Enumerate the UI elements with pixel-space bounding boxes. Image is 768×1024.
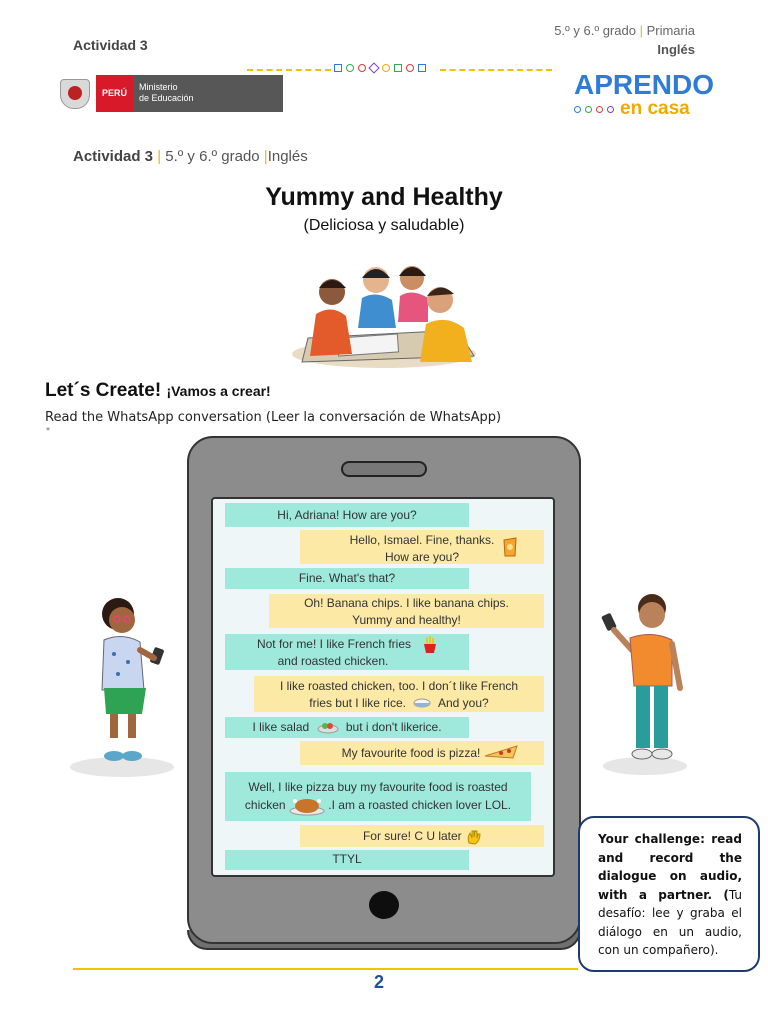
challenge-text-en: Your challenge: read and record the dialogue on audio, with a partner. ( (598, 832, 742, 902)
chicken-icon (289, 796, 325, 816)
subtitle-grade: 5.º y 6.º grado (165, 148, 260, 165)
girl-with-phone-illustration (70, 592, 180, 782)
chat-message: My favourite food is pizza! (300, 741, 544, 765)
chat-message: Hello, Ismael. Fine, thanks. How are you? (300, 530, 544, 564)
salad-icon (317, 722, 339, 734)
header-level: Primaria (646, 23, 695, 38)
header-shapes (334, 64, 426, 72)
chat-message: Fine. What's that? (225, 568, 469, 589)
ministry-label (133, 75, 283, 112)
brand-sub: en casa (620, 98, 690, 119)
page-title: Yummy and Healthy (265, 183, 503, 211)
ministry-logo (60, 75, 283, 112)
chat-message: I like roasted chicken, too. I don´t like French fries but I like rice. And you? (254, 676, 544, 712)
page-number: 2 (374, 972, 385, 992)
ministry-line1: Ministerio (139, 82, 178, 92)
instruction-mark: * (46, 426, 50, 435)
header-separator: | (639, 23, 643, 38)
challenge-text-es: Tu desafío: lee y graba el diálogo en un audio, con un compañero). (598, 887, 742, 957)
header-divider-left (247, 69, 331, 71)
wave-icon (465, 829, 481, 845)
header-grade-info (554, 21, 695, 59)
chat-message: Hi, Adriana! How are you? (225, 503, 469, 527)
rice-icon (412, 698, 432, 710)
section-heading-es: ¡Vamos a crear! (166, 383, 271, 399)
header-subject: Inglés (657, 42, 695, 57)
subtitle-subject: Inglés (267, 148, 308, 165)
chat-message: Not for me! I like French fries and roasted chicken. (225, 634, 469, 670)
chat-message: I like salad but i don't likerice. (225, 717, 469, 738)
peru-label: PERÚ (96, 75, 133, 112)
pizza-icon (483, 744, 519, 760)
subtitle-activity: Actividad 3 (73, 148, 154, 165)
chat-message: TTYL (225, 850, 469, 870)
header-activity: Actividad 3 (73, 37, 148, 53)
chat-message: For sure! C U later (300, 825, 544, 847)
fries-icon (421, 636, 439, 654)
home-button[interactable] (369, 891, 399, 919)
header-grade: 5.º y 6.º grado (554, 23, 636, 38)
aprendo-en-casa-logo (574, 70, 716, 120)
section-instruction: Read the WhatsApp conversation (Leer la conversación de WhatsApp) (45, 410, 502, 425)
activity-subtitle: Actividad 3 | 5.º y 6.º grado |Inglés (73, 148, 308, 165)
phone-speaker (341, 461, 427, 477)
brand-main: APRENDO (574, 69, 715, 100)
chips-icon (501, 536, 519, 558)
chat-message: Well, I like pizza buy my favourite food is roasted chicken .I am a roasted chicken lover LOL. (225, 772, 531, 821)
boy-with-phone-illustration (600, 590, 690, 780)
header-divider-right (440, 69, 552, 71)
ministry-line2: de Educación (139, 93, 194, 103)
challenge-box (578, 816, 760, 972)
peru-coat-of-arms-icon (60, 79, 90, 109)
page-title-translation: (Deliciosa y saludable) (303, 217, 465, 234)
chat-message: Oh! Banana chips. I like banana chips. Yummy and healthy! (269, 594, 544, 628)
kids-studying-illustration (288, 258, 480, 370)
footer-divider (73, 968, 578, 970)
brand-dots-icon (574, 106, 614, 113)
section-heading: Let´s Create! ¡Vamos a crear! (45, 380, 271, 401)
